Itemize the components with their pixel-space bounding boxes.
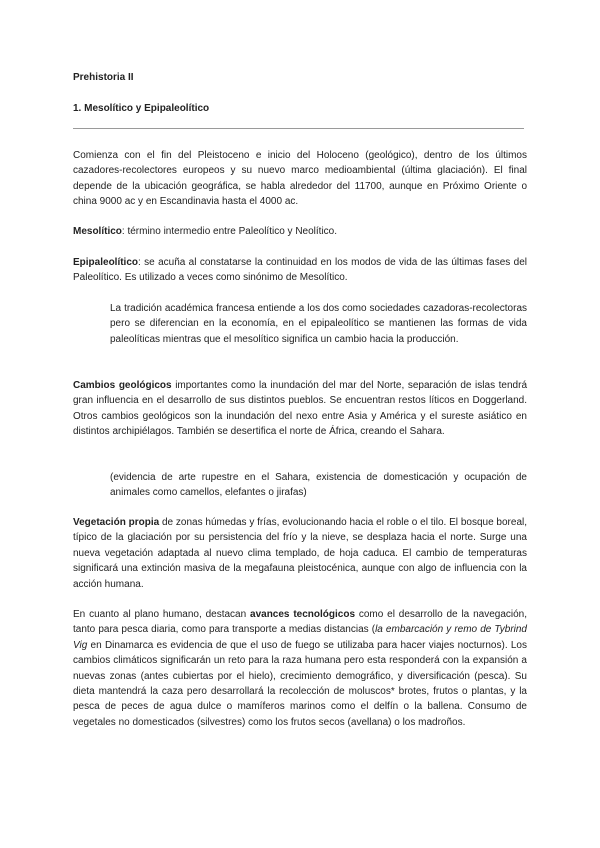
document-title: Prehistoria II (73, 72, 134, 83)
human-plane-paragraph (73, 607, 527, 730)
human-plane-text-a: En cuanto al plano humano, destacan (73, 609, 251, 620)
geological-changes-paragraph (73, 378, 527, 440)
vegetation-term: Vegetación propia (73, 517, 160, 528)
mesolitico-definition (73, 224, 527, 239)
geological-changes-term: Cambios geológicos (73, 380, 172, 391)
section-heading: 1. Mesolítico y Epipaleolítico (73, 103, 210, 114)
epipaleolitico-definition (73, 255, 527, 286)
human-plane-text-b: como el desarrollo de la navegación, tanto para pesca diaria, como para transporte a medias distancias ( (73, 609, 528, 636)
intro-paragraph: Comienza con el fin del Pleistoceno e inicio del Holoceno (geológico), dentro de los últimos cazadores-recolectores europeos y su nuevo marco medioambiental (última glaciación). El final depende de la ubicación geográfica, se habla alrededor del 11700, aunque en Próximo Oriente o china 9000 ac y en Escandinavia hasta el 4000 ac. (73, 150, 527, 208)
indented-quote-french-tradition: La tradición académica francesa entiende a los dos como sociedades cazadoras-recolectoras pero se diferencian en la economía, en el epipaleolítico se mantienen las formas de vida paleolíticas mientras que el mesolítico significa un cambio hacia la producción. (110, 303, 527, 345)
tech-advances-term: avances tecnológicos (250, 609, 356, 620)
vegetation-paragraph (73, 515, 527, 592)
indented-note-sahara: (evidencia de arte rupestre en el Sahara, existencia de domesticación y ocupación de animales como camellos, elefantes o jirafas) (110, 472, 527, 499)
tybrind-vig-reference: la embarcación y remo de Tybrind Vig (73, 624, 527, 651)
vegetation-text: de zonas húmedas y frías, evolucionando hacia el roble o el tilo. El bosque boreal, típico de la glaciación por su persistencia del frío y la nieve, se desplaza hacia el norte. Surge una nueva vegetación adaptada al nuevo clima templado, de hoja caduca. El cambio de temperaturas significará una extinción masiva de la megafauna pleistocénica, aunque con algo de influencia con la acción humana. (73, 517, 528, 590)
epipaleolitico-text: : se acuña al constatarse la continuidad en los modos de vida de las últimas fases del Paleolítico. Es utilizado a veces como sinónimo de Mesolítico. (73, 257, 527, 284)
heading-divider (73, 128, 524, 129)
mesolitico-term: Mesolítico (73, 226, 122, 237)
epipaleolitico-term: Epipaleolítico (73, 257, 139, 268)
human-plane-text-c: en Dinamarca es evidencia de que el uso de fuego se utilizaba para hacer viajes nocturnos). Los cambios climáticos significarán un reto para la raza humana pero esta responderá con la expansión a nuevas zonas (antes cubiertas por el hielo), crecimiento demográfico, y diversificación (pesca). Su dieta mantendrá la caza pero desarrollará la recolección de moluscos* brotes, frutos o plantas, y la pesca de peces de agua dulce o mamíferos marinos como el delfín o la ballena. Consumo de vegetales no domesticados (silvestres) como los frutos secos (avellana) o los madroños. (73, 639, 527, 728)
mesolitico-text: : término intermedio entre Paleolítico y Neolítico. (121, 226, 338, 237)
geological-changes-text: importantes como la inundación del mar del Norte, separación de islas tendrá gran influencia en el desarrollo de sus distintos pueblos. Se encuentran restos líticos en Doggerland. Otros cambios geológicos son la inundación del nexo entre Asia y América y el sureste asiático en distintos archipiélagos. También se desertifica el norte de África, creando el Sahara. (73, 380, 528, 438)
